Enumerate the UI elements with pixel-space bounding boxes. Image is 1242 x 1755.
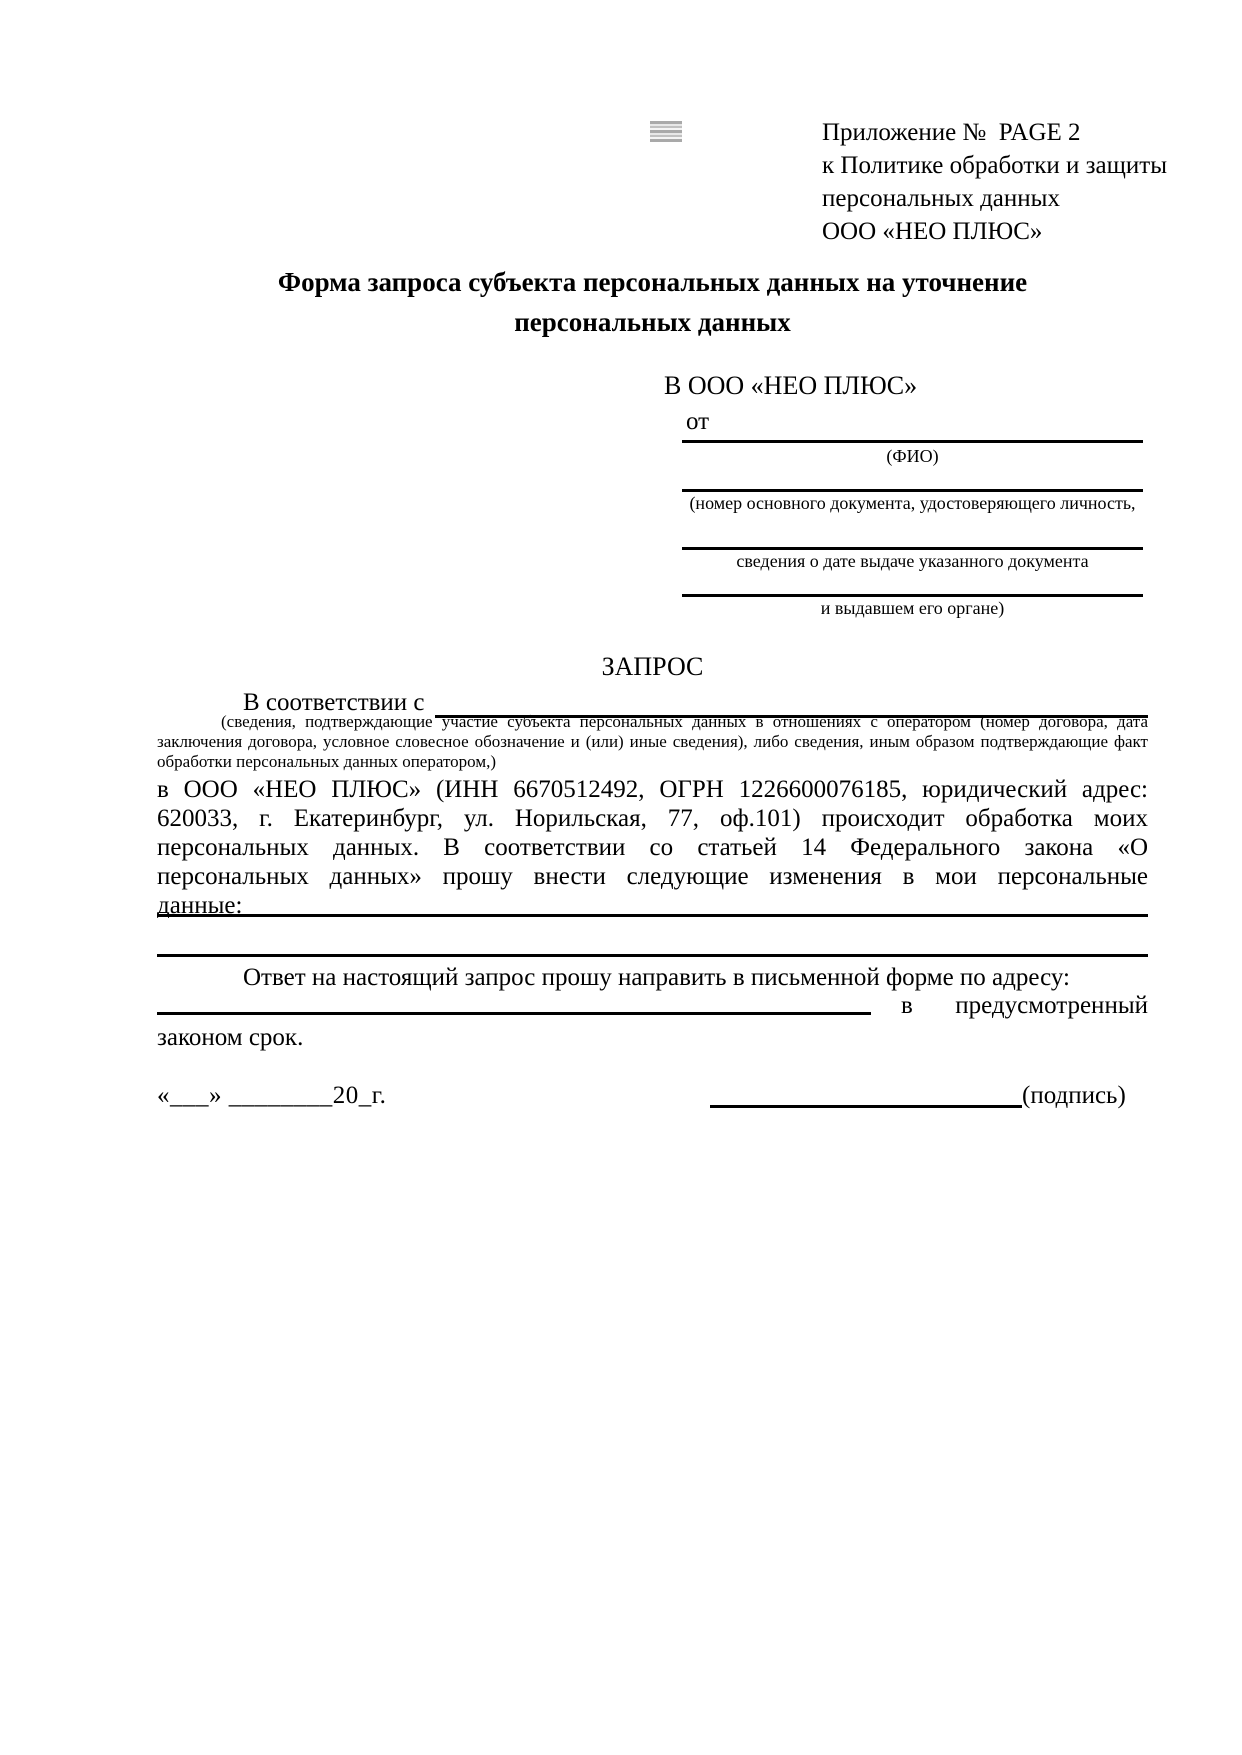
signature-caption: (подпись) (1022, 1082, 1126, 1109)
document-title (157, 262, 1148, 342)
document-number-caption: (номер основного документа, удостоверяющего личность, (689, 493, 1136, 513)
document-title-line1: Форма запроса субъекта персональных данных на уточнение (277, 267, 1028, 297)
reply-tail-line: законом срок. (157, 1024, 304, 1051)
fine-print-note: (сведения, подтверждающие участие субъекта персональных данных в отношениях с оператором (номер договора, дата заключения договора, условное словесное обозначение и (или) иные сведения), либо сведения, иным образом подтверждающие факт обработки персональных данных оператором,) (157, 712, 1148, 771)
issuer-field-line[interactable] (682, 594, 1143, 597)
issuer-caption: и выдавшем его органе) (820, 598, 1005, 618)
issue-date-field-line[interactable] (682, 547, 1143, 550)
request-heading: ЗАПРОС (601, 652, 704, 681)
signature-row (710, 1082, 1148, 1110)
issue-date-caption: сведения о дате выдаче указанного документа (736, 551, 1089, 571)
header-policy-line: к Политике обработки и защиты (822, 152, 1168, 179)
reply-word-term: предусмотренный (955, 992, 1148, 1019)
signature-field-line[interactable] (710, 1082, 1022, 1108)
reply-request-line: Ответ на настоящий запрос прошу направить в письменной форме по адресу: (243, 964, 1070, 991)
reply-word-in: в (901, 992, 913, 1019)
from-label: от (686, 408, 710, 435)
fio-field-line[interactable] (682, 440, 1143, 443)
changes-blank-line-2[interactable] (157, 954, 1148, 957)
header-appendix-line: Приложение № PAGE 2 (822, 119, 1081, 146)
changes-blank-line-1[interactable] (157, 914, 1148, 917)
reply-tail-words (871, 993, 1148, 1019)
appendix-header-block (822, 116, 1167, 248)
basis-prefix-label: В соответствии с (243, 689, 425, 716)
document-number-field-line[interactable] (682, 489, 1143, 492)
recipient-company-line: В ООО «НЕО ПЛЮС» (664, 371, 918, 400)
date-fill-in[interactable]: «___» ________20_г. (157, 1082, 387, 1109)
reply-address-row (157, 993, 1148, 1019)
fio-caption: (ФИО) (886, 446, 939, 466)
address-field-line[interactable] (157, 993, 871, 1015)
field-code-artifact (650, 121, 682, 142)
header-personal-data-line: персональных данных (822, 185, 1060, 212)
document-title-line2: персональных данных (514, 307, 791, 337)
request-body-paragraph: в ООО «НЕО ПЛЮС» (ИНН 6670512492, ОГРН 1226600076185, юридический адрес: 620033, г. Екатеринбург, ул. Норильская, 77, оф.101) происходит обработка моих персональных данных. В соответствии со статьей 14 Федерального закона «О персональных данных» прошу внести следующие изменения в мои персональные данные: (157, 776, 1148, 919)
header-company-line: ООО «НЕО ПЛЮС» (822, 218, 1043, 245)
